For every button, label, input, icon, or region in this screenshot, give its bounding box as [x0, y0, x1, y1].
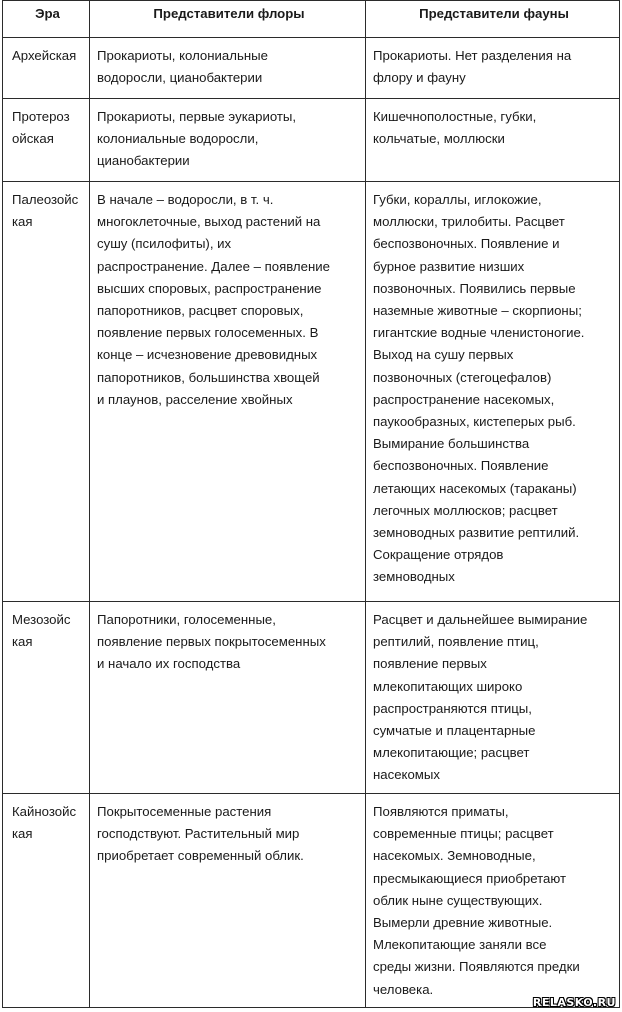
flora-line: Покрытосеменные растения [97, 804, 272, 819]
fauna-line: человека. [373, 981, 434, 997]
fauna-line: Сокращение отрядов [373, 547, 504, 563]
flora-line: Прокариоты, колониальные [97, 48, 268, 63]
flora-line: господствуют. Растительный мир [97, 826, 300, 842]
fauna-line: млекопитающие; расцвет [373, 745, 530, 761]
fauna-line: бурное развитие низших [373, 258, 525, 274]
flora-line: появление первых покрытосеменных [97, 634, 326, 650]
flora-cell [90, 38, 366, 99]
fauna-line: паукообразных, кистеперых рыб. [373, 414, 576, 430]
flora-line: колониальные водоросли, [97, 131, 259, 147]
flora-line: цианобактерии [97, 153, 190, 169]
era-line: кая [12, 214, 33, 230]
table-row [3, 602, 620, 794]
flora-line: распространение. Далее – появление [97, 258, 330, 274]
fauna-line: земноводных развитие рептилий. [373, 525, 580, 541]
flora-line: папоротников, большинства хвощей [97, 369, 320, 385]
fauna-line: беспозвоночных. Появление и [373, 236, 560, 252]
fauna-line: появление первых [373, 656, 487, 672]
era-cell [3, 38, 90, 99]
fauna-line: гигантские водные членистоногие. [373, 325, 585, 341]
era-cell [3, 99, 90, 182]
fauna-line: Губки, кораллы, иглокожие, [373, 192, 542, 207]
flora-cell [90, 794, 366, 1008]
fauna-line: насекомых [373, 767, 440, 783]
header-fauna: Представители фауны [366, 1, 620, 38]
era-cell [3, 602, 90, 794]
fauna-cell [366, 602, 620, 794]
flora-line: Папоротники, голосеменные, [97, 612, 276, 627]
fauna-line: распространение насекомых, [373, 391, 555, 407]
flora-line: и начало их господства [97, 656, 241, 672]
flora-cell [90, 99, 366, 182]
fauna-line: кольчатые, моллюски [373, 131, 505, 147]
flora-line: и плаунов, расселение хвойных [97, 391, 293, 407]
fauna-line: млекопитающих широко [373, 678, 523, 694]
watermark-text: RELASKO.RU [532, 996, 616, 1009]
fauna-cell [366, 182, 620, 602]
flora-line: приобретает современный облик. [97, 848, 304, 864]
fauna-line: современные птицы; расцвет [373, 826, 554, 842]
fauna-cell [366, 794, 620, 1008]
fauna-line: Прокариоты. Нет разделения на [373, 48, 572, 63]
fauna-line: распространяются птицы, [373, 700, 532, 716]
era-line: ойская [12, 131, 54, 147]
table-row [3, 99, 620, 182]
flora-line: появление первых голосеменных. В [97, 325, 319, 341]
fauna-line: наземные животные – скорпионы; [373, 303, 582, 319]
era-line: Мезозойс [12, 612, 71, 627]
table-row [3, 182, 620, 602]
table-row [3, 794, 620, 1008]
fauna-line: моллюски, трилобиты. Расцвет [373, 214, 565, 230]
fauna-line: летающих насекомых (тараканы) [373, 480, 577, 496]
flora-line: высших споровых, распространение [97, 280, 322, 296]
flora-line: конце – исчезновение древовидных [97, 347, 318, 363]
flora-line: сушу (псилофиты), их [97, 236, 232, 252]
fauna-line: пресмыкающиеся приобретают [373, 870, 567, 886]
fauna-line: беспозвоночных. Появление [373, 458, 549, 474]
fauna-line: Кишечнополостные, губки, [373, 109, 537, 124]
era-line: Архейская [12, 48, 77, 63]
fauna-line: среды жизни. Появляются предки [373, 959, 580, 975]
fauna-line: Расцвет и дальнейшее вымирание [373, 612, 588, 627]
fauna-line: легочных моллюсков; расцвет [373, 502, 558, 518]
fauna-line: Вымерли древние животные. [373, 915, 553, 931]
era-line: Протероз [12, 109, 70, 124]
fauna-line: Млекопитающие заняли все [373, 937, 547, 953]
era-line: кая [12, 634, 33, 650]
era-line: Палеозойс [12, 192, 79, 207]
flora-line: водоросли, цианобактерии [97, 70, 263, 86]
flora-line: В начале – водоросли, в т. ч. [97, 192, 274, 207]
fauna-line: Появляются приматы, [373, 804, 509, 819]
fauna-line: Вымирание большинства [373, 436, 530, 452]
header-era: Эра [3, 1, 90, 38]
fauna-line: Выход на сушу первых [373, 347, 514, 363]
fauna-line: флору и фауну [373, 70, 466, 86]
header-flora: Представители флоры [90, 1, 366, 38]
flora-line: папоротников, расцвет споровых, [97, 303, 304, 319]
table-row [3, 38, 620, 99]
fauna-line: сумчатые и плацентарные [373, 723, 536, 739]
fauna-line: рептилий, появление птиц, [373, 634, 539, 650]
fauna-line: позвоночных (стегоцефалов) [373, 369, 552, 385]
flora-line: многоклеточные, выход растений на [97, 214, 321, 230]
fauna-cell [366, 38, 620, 99]
fauna-line: земноводных [373, 569, 455, 585]
era-cell [3, 794, 90, 1008]
flora-line: Прокариоты, первые эукариоты, [97, 109, 297, 124]
header-row [3, 1, 620, 38]
fauna-line: позвоночных. Появились первые [373, 280, 576, 296]
fauna-line: насекомых. Земноводные, [373, 848, 536, 864]
era-line: Кайнозойс [12, 804, 77, 819]
eras-table [2, 0, 620, 1008]
era-line: кая [12, 826, 33, 842]
fauna-cell [366, 99, 620, 182]
flora-cell [90, 182, 366, 602]
flora-cell [90, 602, 366, 794]
fauna-line: облик ныне существующих. [373, 892, 543, 908]
era-cell [3, 182, 90, 602]
